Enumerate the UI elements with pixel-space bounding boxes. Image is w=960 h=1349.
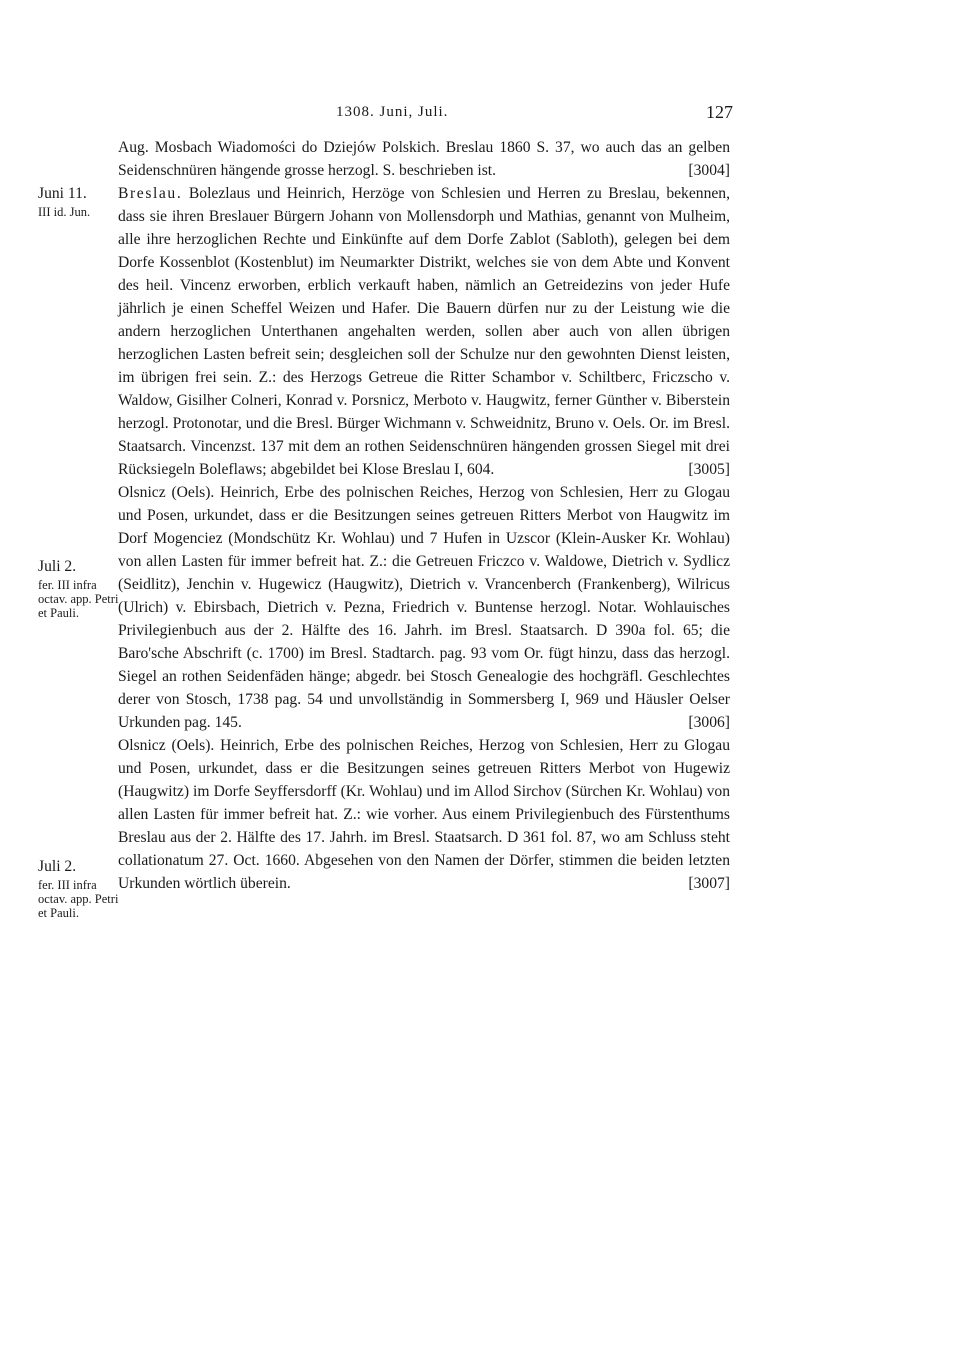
entry-3005 [118,182,730,481]
entry-text: Heinrich, Erbe des polnischen Reiches, Herzog von Schlesien, Herr zu Glogau und Posen, urkundet, dass er die Besitzungen seines getreuen Ritters Merbot von Haugwitz im Dorf Mogenciez (Mondschütz Kr. Wohlau) und 7 Hufen in Uzscor (Klein-Ausker Kr. Wohlau) von allen Lasten für immer befreit hat. Z.: die Getreuen Friczco v. Waldowe, Dietrich v. Sydlicz (Seidlitz), Jenchin v. Hugewicz (Haugwitz), Dietrich v. Vrancenberch (Frankenberg), Wilricus (Ulrich) v. Ebirsbach, Dietrich v. Pezna, Friedrich v. Buntense herzogl. Notar. Wohlauisches Privilegienbuch aus der 2. Hälfte des 16. Jahrh. im Bresl. Staatsarch. D 390a fol. 65; die Baro'sche Abschrift (c. 1700) im Bresl. Stadtarch. pag. 93 vom Or. fügt hinzu, dass das herzogl. Siegel an rothen Seidenfäden hänge; abgedr. bei Stosch Genealogie des hochgräfl. Geschlechtes derer von Stosch, 1738 pag. 54 und unvollständig in Sommersberg I, 969 und Häusler Oelser Urkunden pag. 145. [118,484,730,731]
margin-ref: III id. Jun. [38,205,91,219]
entry-place: Olsnicz (Oels). [118,484,215,501]
margin-note-3007 [38,855,122,920]
main-text [118,136,730,895]
entry-text: Heinrich, Erbe des polnischen Reiches, Herzog von Schlesien, Herr zu Glogau und Posen, urkundet, dass er die Besitzungen seines getreuen Ritters Merbot von Hugewiz (Haugwitz) im Dorfe Seyffersdorff (Kr. Wohlau) und im Allod Sirchov (Sürchen Kr. Wohlau) von allen Lasten für immer befreit hat. Z.: wie vorher. Aus einem Privilegienbuch des Fürstenthums Breslau aus der 2. Hälfte des 17. Jahrh. im Bresl. Staatsarch. D 361 fol. 87, wo am Schluss steht collationatum 27. Oct. 1660. Abgesehen von den Namen der Dörfer, stimmen die beiden letzten Urkunden wörtlich überein. [118,737,730,892]
entry-number: [3004] [688,162,730,179]
entry-number: [3006] [688,714,730,731]
margin-note-3006 [38,555,122,620]
entry-place: Breslau. [118,185,183,202]
page-number: 127 [706,102,733,122]
margin-date: Juli 2. [38,558,77,575]
margin-date: Juli 2. [38,858,77,875]
entry-place: Olsnicz (Oels). [118,737,215,754]
margin-note-3005 [38,182,122,219]
entry-number: [3005] [688,461,730,478]
running-title: 1308. Juni, Juli. [336,104,449,120]
entry-text: Bolezlaus und Heinrich, Herzöge von Schlesien und Herren zu Breslau, bekennen, dass sie ihren Breslauer Bürgern Johann von Mollensdorph und Mathias, genannt von Mulheim, alle ihre herzoglichen Rechte und Einkünfte auf dem Dorfe Zablot (Sabloth), gelegen bei dem Dorfe Kossenblot (Kostenblut) im Neumarkter Distrikt, welches sie von dem Abte und Konvent des heil. Vincenz erworben, erblich verkauft haben, nämlich an Getreidezins von jeder Hufe jährlich je einen Scheffel Weizen und Hafer. Die Bauern dürfen nur zu der Leistung wie die andern herzoglichen Unterthanen angehalten werden, sollen aber auch von allen übrigen herzoglichen Lasten befreit sein; desgleichen soll der Schulze nur den gewohnten Dienst leisten, im übrigen frei sein. Z.: des Herzogs Getreue die Ritter Schambor v. Schiltberc, Friczscho v. Waldow, Gisilher Colneri, Konrad v. Porsnicz, Merboto v. Haugwitz, ferner Günther v. Biberstein herzogl. Protonotar, und die Bresl. Bürger Wichmann v. Schweidnitz, Bruno v. Oels. Or. im Bresl. Staatsarch. Vincenzst. 137 mit dem an rothen Seidenschnüren hängenden grossen Siegel mit drei Rücksiegeln Boleflaws; abgebildet bei Klose Breslau I, 604. [118,185,730,478]
entry-3007 [118,734,730,895]
entry-number: [3007] [688,875,730,892]
margin-date: Juni 11. [38,185,87,202]
entry-text: Aug. Mosbach Wiadomości do Dziejów Polskich. Breslau 1860 S. 37, wo auch das an gelben Seidenschnüren hängende grosse herzogl. S. beschrieben ist. [118,139,730,179]
margin-ref: fer. III infra octav. app. Petri et Pauli. [38,878,119,920]
page-header [0,104,960,126]
entry-3004 [118,136,730,182]
entry-3006 [118,481,730,734]
margin-ref: fer. III infra octav. app. Petri et Pauli. [38,578,119,620]
